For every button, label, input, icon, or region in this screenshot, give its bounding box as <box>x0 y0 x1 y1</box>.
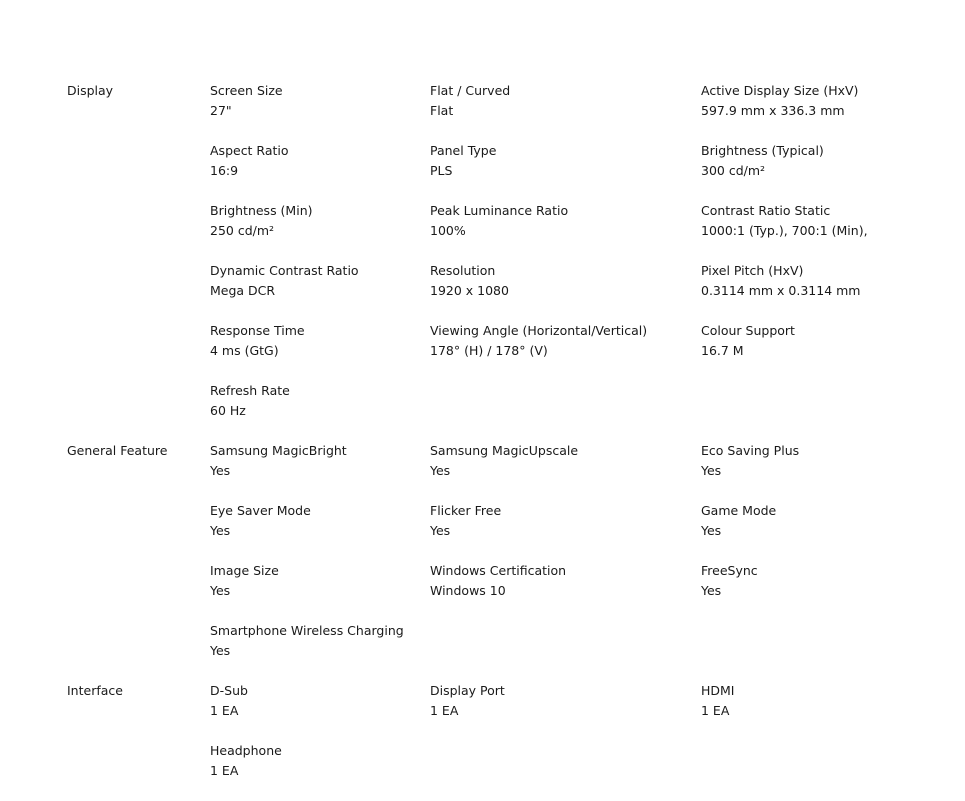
spec-item <box>701 261 957 321</box>
spec-item <box>701 201 957 261</box>
section-title: General Feature <box>67 443 168 458</box>
spec-item <box>430 81 701 141</box>
spec-item <box>430 261 701 321</box>
spec-value: 100% <box>430 223 466 238</box>
spec-value: 1 EA <box>210 763 239 778</box>
spec-label: Screen Size <box>210 83 283 98</box>
spec-label: Headphone <box>210 743 282 758</box>
spec-label: HDMI <box>701 683 735 698</box>
spec-label: Smartphone Wireless Charging <box>210 623 404 638</box>
spec-label: Windows Certification <box>430 563 567 578</box>
spec-value: 16.7 M <box>701 343 744 358</box>
spec-label: Response Time <box>210 323 305 338</box>
spec-label: Resolution <box>430 263 496 278</box>
spec-value: 1 EA <box>430 703 459 718</box>
spec-label: Eco Saving Plus <box>701 443 800 458</box>
spec-label: Aspect Ratio <box>210 143 289 158</box>
spec-value: Yes <box>701 523 722 538</box>
spec-value: Windows 10 <box>430 583 506 598</box>
spec-value: Mega DCR <box>210 283 276 298</box>
spec-item <box>701 681 957 741</box>
spec-item <box>701 81 957 141</box>
spec-label: Brightness (Min) <box>210 203 313 218</box>
spec-item <box>210 621 430 681</box>
spec-item <box>430 681 701 741</box>
spec-item <box>701 501 957 561</box>
spec-item <box>210 141 430 201</box>
spec-value: 4 ms (GtG) <box>210 343 279 358</box>
spec-value: 300 cd/m² <box>701 163 766 178</box>
spec-label: Samsung MagicUpscale <box>430 443 579 458</box>
spec-item <box>701 141 957 201</box>
spec-item <box>430 501 701 561</box>
spec-value: Yes <box>701 583 722 598</box>
spec-item <box>430 201 701 261</box>
spec-item <box>430 321 701 381</box>
spec-label: Refresh Rate <box>210 383 290 398</box>
spec-item <box>210 81 430 141</box>
spec-label: Samsung MagicBright <box>210 443 347 458</box>
spec-label: Flicker Free <box>430 503 502 518</box>
spec-value: 1 EA <box>701 703 730 718</box>
spec-label: Panel Type <box>430 143 497 158</box>
spec-value: Yes <box>210 583 231 598</box>
spec-item <box>210 501 430 561</box>
spec-value: Flat <box>430 103 454 118</box>
spec-label: Active Display Size (HxV) <box>701 83 859 98</box>
spec-value: Yes <box>210 643 231 658</box>
spec-value: PLS <box>430 163 453 178</box>
spec-value: Yes <box>210 523 231 538</box>
spec-value: 250 cd/m² <box>210 223 275 238</box>
spec-value: 597.9 mm x 336.3 mm <box>701 103 845 118</box>
section-general-feature <box>67 441 957 681</box>
spec-label: Dynamic Contrast Ratio <box>210 263 359 278</box>
spec-item <box>430 561 701 621</box>
spec-item <box>210 681 430 741</box>
spec-item <box>210 441 430 501</box>
section-interface <box>67 681 957 801</box>
spec-item <box>701 561 957 621</box>
spec-value: Yes <box>430 523 451 538</box>
spec-value: Yes <box>701 463 722 478</box>
spec-label: Pixel Pitch (HxV) <box>701 263 804 278</box>
spec-value: Yes <box>210 463 231 478</box>
spec-value: 1000:1 (Typ.), 700:1 (Min), <box>701 223 868 238</box>
spec-item <box>210 201 430 261</box>
spec-table <box>67 81 957 801</box>
spec-label: Game Mode <box>701 503 777 518</box>
spec-label: FreeSync <box>701 563 758 578</box>
spec-item <box>701 321 957 381</box>
section-title: Interface <box>67 683 123 698</box>
spec-value: 27" <box>210 103 232 118</box>
section-title: Display <box>67 83 114 98</box>
spec-value: 16:9 <box>210 163 239 178</box>
section-display <box>67 81 957 441</box>
spec-label: Display Port <box>430 683 505 698</box>
spec-value: 178° (H) / 178° (V) <box>430 343 548 358</box>
spec-item <box>210 381 430 441</box>
spec-label: Flat / Curved <box>430 83 511 98</box>
spec-item <box>701 441 957 501</box>
spec-item <box>430 141 701 201</box>
spec-value: 0.3114 mm x 0.3114 mm <box>701 283 861 298</box>
spec-label: Image Size <box>210 563 279 578</box>
spec-item <box>210 261 430 321</box>
spec-label: D-Sub <box>210 683 248 698</box>
spec-value: 1920 x 1080 <box>430 283 509 298</box>
spec-value: 1 EA <box>210 703 239 718</box>
spec-value: 60 Hz <box>210 403 246 418</box>
spec-item <box>430 441 701 501</box>
spec-item <box>210 741 430 801</box>
spec-label: Brightness (Typical) <box>701 143 824 158</box>
spec-label: Peak Luminance Ratio <box>430 203 569 218</box>
spec-label: Contrast Ratio Static <box>701 203 831 218</box>
spec-label: Viewing Angle (Horizontal/Vertical) <box>430 323 648 338</box>
spec-label: Colour Support <box>701 323 795 338</box>
spec-label: Eye Saver Mode <box>210 503 311 518</box>
spec-item <box>210 321 430 381</box>
spec-value: Yes <box>430 463 451 478</box>
spec-item <box>210 561 430 621</box>
